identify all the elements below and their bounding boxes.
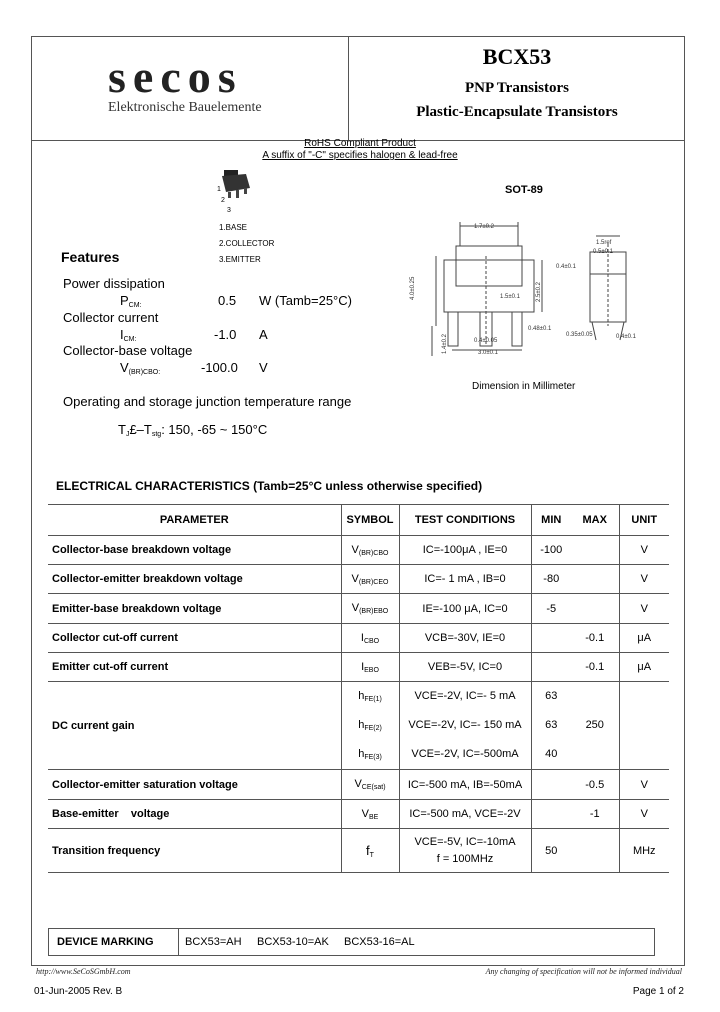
feature-power-unit: W (Tamb=25°C)	[259, 293, 352, 308]
dim-1: 1.5ref	[596, 240, 612, 246]
min-cell: -100	[540, 544, 563, 556]
dim-8: 0.4±0.05	[474, 338, 498, 344]
condition-cell: VCE=-2V, IC=-500mA	[399, 740, 531, 770]
table-row	[48, 653, 669, 682]
min-cell: -5	[546, 602, 557, 615]
symbol-cell: $V_{(BR)CBO}$	[341, 536, 399, 565]
pin-base: 1.BASE	[219, 223, 248, 232]
dimension-note: Dimension in Millimeter	[472, 381, 576, 392]
symbol-cell: $V_{(BR)CEO}$	[341, 565, 399, 594]
condition-cell: IE=-100 μA, IC=0	[399, 594, 531, 624]
param-cell: Collector-emitter saturation voltage	[48, 770, 341, 800]
feature-power-value: 0.5	[218, 293, 237, 308]
dim-5: 2.5±0.2	[536, 282, 542, 302]
symbol-cell: $V_{BE}$	[341, 800, 399, 829]
dim-2: 0.5±0.1	[593, 249, 613, 255]
feature-current-value: -1.0	[214, 327, 237, 342]
max-cell: -1	[571, 800, 619, 829]
max-cell	[571, 536, 619, 565]
package-icon	[214, 168, 260, 218]
condition-cell: IC=-500 mA, VCE=-2V	[399, 800, 531, 829]
dim-4: 4.0±0.25	[410, 276, 416, 300]
feature-current-label: Collector current	[63, 310, 159, 325]
footer-notice: Any changing of specification will not be informed individual	[485, 967, 682, 976]
table-row	[48, 800, 669, 829]
logo-subtitle: Elektronische Bauelemente	[108, 100, 262, 115]
pin-number-2: 2	[221, 197, 225, 204]
max-cell	[571, 565, 619, 594]
footer-date-revision: 01-Jun-2005 Rev. B	[34, 986, 123, 997]
condition-cell: VCE=-2V, IC=- 5 mA	[399, 682, 531, 711]
rohs-title: RoHS Compliant Product	[304, 138, 416, 149]
dim-0: 1.7±0.2	[474, 224, 494, 230]
dim-10: 1.4±0.2	[442, 334, 448, 354]
header-unit: UNIT	[631, 514, 658, 526]
condition-cell: IC=- 1 mA , IB=0	[399, 565, 531, 594]
footer-url: http://www.SeCoSGmbH.com	[36, 967, 131, 976]
param-cell: Collector cut-off current	[48, 624, 341, 653]
table-row	[48, 624, 669, 653]
feature-current-unit: A	[259, 327, 268, 342]
feature-power-symbol: $P_{CM:}$	[120, 293, 142, 309]
package-name: SOT-89	[505, 184, 543, 196]
param-cell: Collector-base breakdown voltage	[48, 536, 341, 565]
unit-cell: V	[640, 602, 648, 615]
table-row-dc-1	[48, 682, 669, 711]
marking-divider	[178, 928, 179, 956]
temp-range-label: Operating and storage junction temperature range	[63, 394, 352, 409]
sot89-dimension-drawing	[412, 216, 652, 366]
condition-cell: VCE=-5V, IC=-10mA f = 100MHz	[399, 829, 531, 873]
feature-voltage-value: -100.0	[201, 360, 238, 375]
marking-value-ah: BCX53=AH	[185, 936, 242, 948]
symbol-cell: $h_{FE(1)}$	[341, 682, 399, 711]
device-marking-label: DEVICE MARKING	[57, 936, 154, 948]
symbol-cell: $I_{EBO}$	[341, 653, 399, 682]
part-number: BCX53	[482, 44, 552, 69]
param-cell: Transition frequency	[48, 829, 341, 873]
unit-cell: V	[640, 808, 648, 820]
pin-number-3: 3	[227, 207, 231, 214]
max-cell	[571, 829, 619, 873]
min-cell	[531, 653, 571, 682]
pin-number-1: 1	[217, 186, 221, 193]
dim-9: 0.48±0.1	[528, 326, 552, 332]
min-cell: -80	[543, 573, 560, 585]
symbol-cell: $V_{(BR)EBO}$	[341, 594, 399, 624]
condition-cell: IC=-100μA , IE=0	[399, 536, 531, 565]
table-row	[48, 536, 669, 565]
feature-voltage-label: Collector-base voltage	[63, 343, 193, 358]
condition-cell: VCB=-30V, IE=0	[399, 624, 531, 653]
min-cell	[531, 800, 571, 829]
symbol-cell: $I_{CBO}$	[341, 624, 399, 653]
param-cell: Emitter-base breakdown voltage	[48, 594, 341, 624]
table-row	[48, 770, 669, 800]
param-cell: DC current gain	[48, 682, 341, 770]
electrical-characteristics-table	[48, 504, 669, 873]
footer-page-number: Page 1 of 2	[632, 986, 684, 997]
unit-cell: μA	[637, 632, 652, 644]
symbol-cell: $h_{FE(3)}$	[341, 740, 399, 770]
feature-voltage-unit: V	[259, 360, 268, 375]
max-cell: -0.1	[571, 624, 619, 653]
max-cell	[571, 682, 619, 711]
elec-title: ELECTRICAL CHARACTERISTICS (Tamb=25°C unless otherwise specified)	[56, 479, 483, 493]
min-cell	[531, 770, 571, 800]
feature-power-label: Power dissipation	[63, 276, 165, 291]
max-cell	[571, 594, 619, 624]
temp-range-value: $T_J£-T_{stg}$: 150, -65 ~ 150°C	[118, 422, 268, 438]
condition-cell: VEB=-5V, IC=0	[399, 653, 531, 682]
unit-cell: μA	[637, 661, 652, 673]
max-cell: -0.5	[571, 770, 619, 800]
dim-7: 3.0±0.1	[478, 350, 498, 356]
symbol-cell: $V_{CE(sat)}$	[341, 770, 399, 800]
subtitle-plastic: Plastic-Encapsulate Transistors	[416, 104, 618, 120]
unit-cell: V	[640, 544, 648, 556]
rohs-note: A suffix of "-C" specifies halogen & lead-free	[262, 150, 458, 161]
table-row	[48, 594, 669, 624]
unit-cell: V	[640, 778, 648, 791]
header-symbol: SYMBOL	[341, 505, 399, 536]
max-cell: -0.1	[571, 653, 619, 682]
min-cell: 50	[545, 844, 558, 857]
symbol-cell: $h_{FE(2)}$	[341, 711, 399, 740]
dim-11: 0.35±0.05	[566, 332, 593, 338]
param-cell: Base-emitter voltage	[48, 800, 341, 829]
marking-value-al: BCX53-16=AL	[344, 936, 415, 948]
min-cell: 63	[545, 690, 558, 703]
condition-cell: VCE=-2V, IC=- 150 mA	[399, 711, 531, 740]
dim-3: 0.4±0.1	[556, 264, 576, 270]
min-cell: 63	[545, 719, 558, 731]
min-cell	[531, 624, 571, 653]
header-max: MAX	[571, 505, 619, 536]
features-title: Features	[61, 249, 120, 265]
table-row	[48, 829, 669, 873]
param-cell: Emitter cut-off current	[48, 653, 341, 682]
param-cell: Collector-emitter breakdown voltage	[48, 565, 341, 594]
pin-emitter: 3.EMITTER	[219, 255, 261, 264]
dim-12: 0.4±0.1	[616, 334, 636, 340]
pin-collector: 2.COLLECTOR	[219, 239, 275, 248]
marking-value-ak: BCX53-10=AK	[257, 936, 329, 948]
min-cell: 40	[545, 748, 558, 761]
max-cell	[571, 740, 619, 770]
subtitle-pnp: PNP Transistors	[464, 80, 570, 96]
header-parameter: PARAMETER	[48, 505, 341, 536]
condition-cell: IC=-500 mA, IB=-50mA	[399, 770, 531, 800]
table-row	[48, 565, 669, 594]
feature-voltage-symbol: $V_{(BR)CBO:}$	[120, 360, 161, 376]
symbol-cell: $f_T$	[341, 829, 399, 873]
feature-current-symbol: $I_{CM:}$	[120, 327, 137, 343]
table-header-row	[48, 505, 669, 536]
header-min: MIN	[541, 514, 562, 526]
dim-6: 1.5±0.1	[500, 294, 520, 300]
header-test-conditions: TEST CONDITIONS	[399, 505, 531, 536]
unit-cell: MHz	[632, 844, 656, 857]
max-cell: 250	[571, 711, 619, 740]
unit-cell: V	[640, 573, 648, 585]
secos-logo: secos	[108, 51, 243, 102]
unit-cell	[619, 682, 669, 770]
